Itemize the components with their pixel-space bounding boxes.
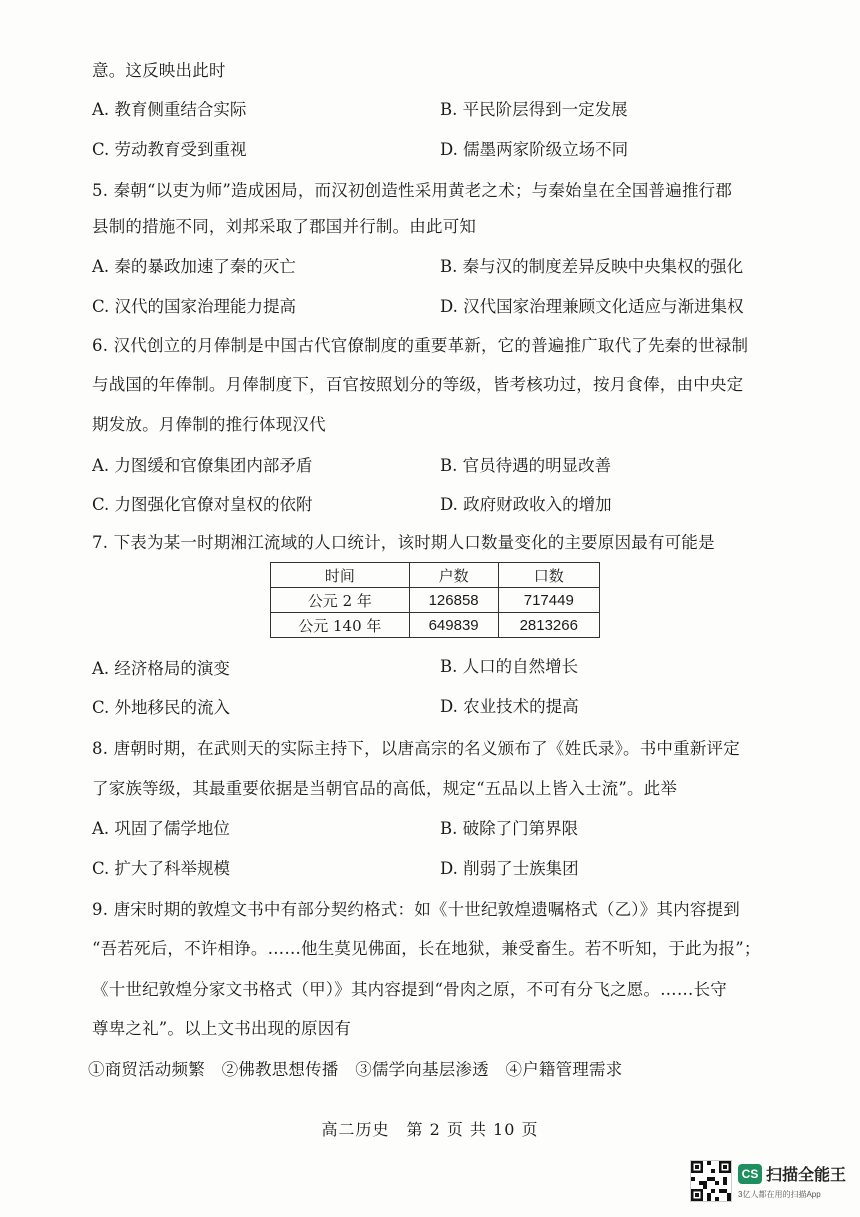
q9-stem-line: 《十世纪敦煌分家文书格式（甲）》其内容提到“骨肉之原，不可有分飞之愿。……长守 (92, 980, 727, 999)
scanner-watermark (738, 1160, 848, 1204)
q6-stem-line: 与战国的年俸制。月俸制度下，百官按照划分的等级，皆考核功过，按月食俸，由中央定 (92, 375, 744, 394)
q7-option-a: A. 经济格局的演变 (92, 659, 230, 678)
table-cell: 公元 140 年 (271, 613, 410, 638)
q5-stem-line: 5. 秦朝“以吏为师”造成困局，而汉初创造性采用黄老之术；与秦始皇在全国普遍推行郡 (92, 181, 733, 200)
table-header-cell: 时间 (271, 563, 410, 588)
brand-name: 扫描全能王 (766, 1167, 847, 1184)
table-row (271, 588, 600, 613)
table-cell: 649839 (409, 613, 498, 638)
q8-option-c: C. 扩大了科举规模 (92, 859, 231, 878)
population-table (270, 562, 600, 638)
q4-stem-tail: 意。这反映出此时 (92, 61, 226, 80)
q8-option-d: D. 削弱了士族集团 (440, 859, 579, 878)
q6-option-b: B. 官员待遇的明显改善 (440, 456, 612, 475)
q8-stem-line: 了家族等级，其最重要依据是当朝官品的高低，规定“五品以上皆入士流”。此举 (92, 779, 678, 798)
q4-option-c: C. 劳动教育受到重视 (92, 140, 247, 159)
q6-option-a: A. 力图缓和官僚集团内部矛盾 (92, 456, 313, 475)
q4-option-b: B. 平民阶层得到一定发展 (440, 100, 628, 119)
table-cell: 717449 (498, 588, 599, 613)
q8-stem-line: 8. 唐朝时期，在武则天的实际主持下，以唐高宗的名义颁布了《姓氏录》。书中重新评定 (92, 739, 740, 758)
q9-stem-line: 9. 唐宋时期的敦煌文书中有部分契约格式：如《十世纪敦煌遗嘱格式（乙）》其内容提到 (92, 900, 740, 919)
page-footer: 高二历史 第 2 页 共 10 页 (321, 1120, 539, 1139)
q6-stem-line: 期发放。月俸制的推行体现汉代 (92, 415, 326, 434)
q5-option-a: A. 秦的暴政加速了秦的灭亡 (92, 257, 296, 276)
q4-option-a: A. 教育侧重结合实际 (92, 100, 247, 119)
qr-code-icon (690, 1160, 732, 1202)
table-header-row (271, 563, 600, 588)
q4-option-d: D. 儒墨两家阶级立场不同 (440, 140, 629, 159)
brand-tagline: 3亿人都在用的扫描App (738, 1190, 821, 1199)
q8-option-a: A. 巩固了儒学地位 (92, 819, 230, 838)
q5-option-d: D. 汉代国家治理兼顾文化适应与渐进集权 (440, 297, 744, 316)
q7-option-b: B. 人口的自然增长 (440, 657, 579, 676)
q5-stem-line: 县制的措施不同，刘邦采取了郡国并行制。由此可知 (92, 217, 477, 236)
q6-option-d: D. 政府财政收入的增加 (440, 495, 612, 514)
table-header-cell: 户数 (409, 563, 498, 588)
q9-stem-line: “吾若死后，不许相诤。……他生莫见佛面，长在地狱，兼受畜生。若不听知，于此为报”； (92, 939, 761, 958)
camscanner-logo: CS (738, 1164, 762, 1184)
q7-option-d: D. 农业技术的提高 (440, 697, 579, 716)
q8-option-b: B. 破除了门第界限 (440, 819, 579, 838)
table-cell: 126858 (409, 588, 498, 613)
table-header-cell: 口数 (498, 563, 599, 588)
q6-stem-line: 6. 汉代创立的月俸制是中国古代官僚制度的重要革新，它的普遍推广取代了先秦的世禄制 (92, 336, 749, 355)
q6-option-c: C. 力图强化官僚对皇权的依附 (92, 495, 313, 514)
q5-option-b: B. 秦与汉的制度差异反映中央集权的强化 (440, 257, 744, 276)
q9-stem-line: 尊卑之礼”。以上文书出现的原因有 (92, 1019, 352, 1038)
q7-stem: 7. 下表为某一时期湘江流域的人口统计，该时期人口数量变化的主要原因最有可能是 (92, 533, 715, 552)
table-cell: 2813266 (498, 613, 599, 638)
table-cell: 公元 2 年 (271, 588, 410, 613)
q5-option-c: C. 汉代的国家治理能力提高 (92, 297, 297, 316)
q9-items: ①商贸活动频繁 ②佛教思想传播 ③儒学向基层渗透 ④户籍管理需求 (88, 1060, 623, 1079)
table-row (271, 613, 600, 638)
q7-option-c: C. 外地移民的流入 (92, 698, 231, 717)
